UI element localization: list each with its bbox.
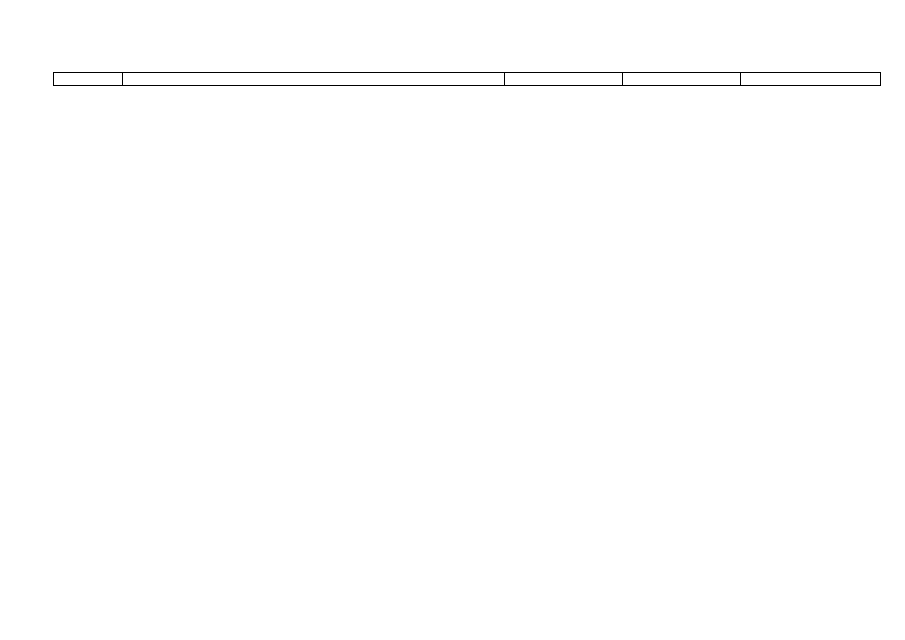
header-col-1 [54, 73, 123, 86]
header-col-2 [123, 73, 505, 86]
column-number-header [53, 72, 881, 86]
header-col-3 [505, 73, 623, 86]
header-col-5 [741, 73, 881, 86]
header-col-4 [623, 73, 741, 86]
